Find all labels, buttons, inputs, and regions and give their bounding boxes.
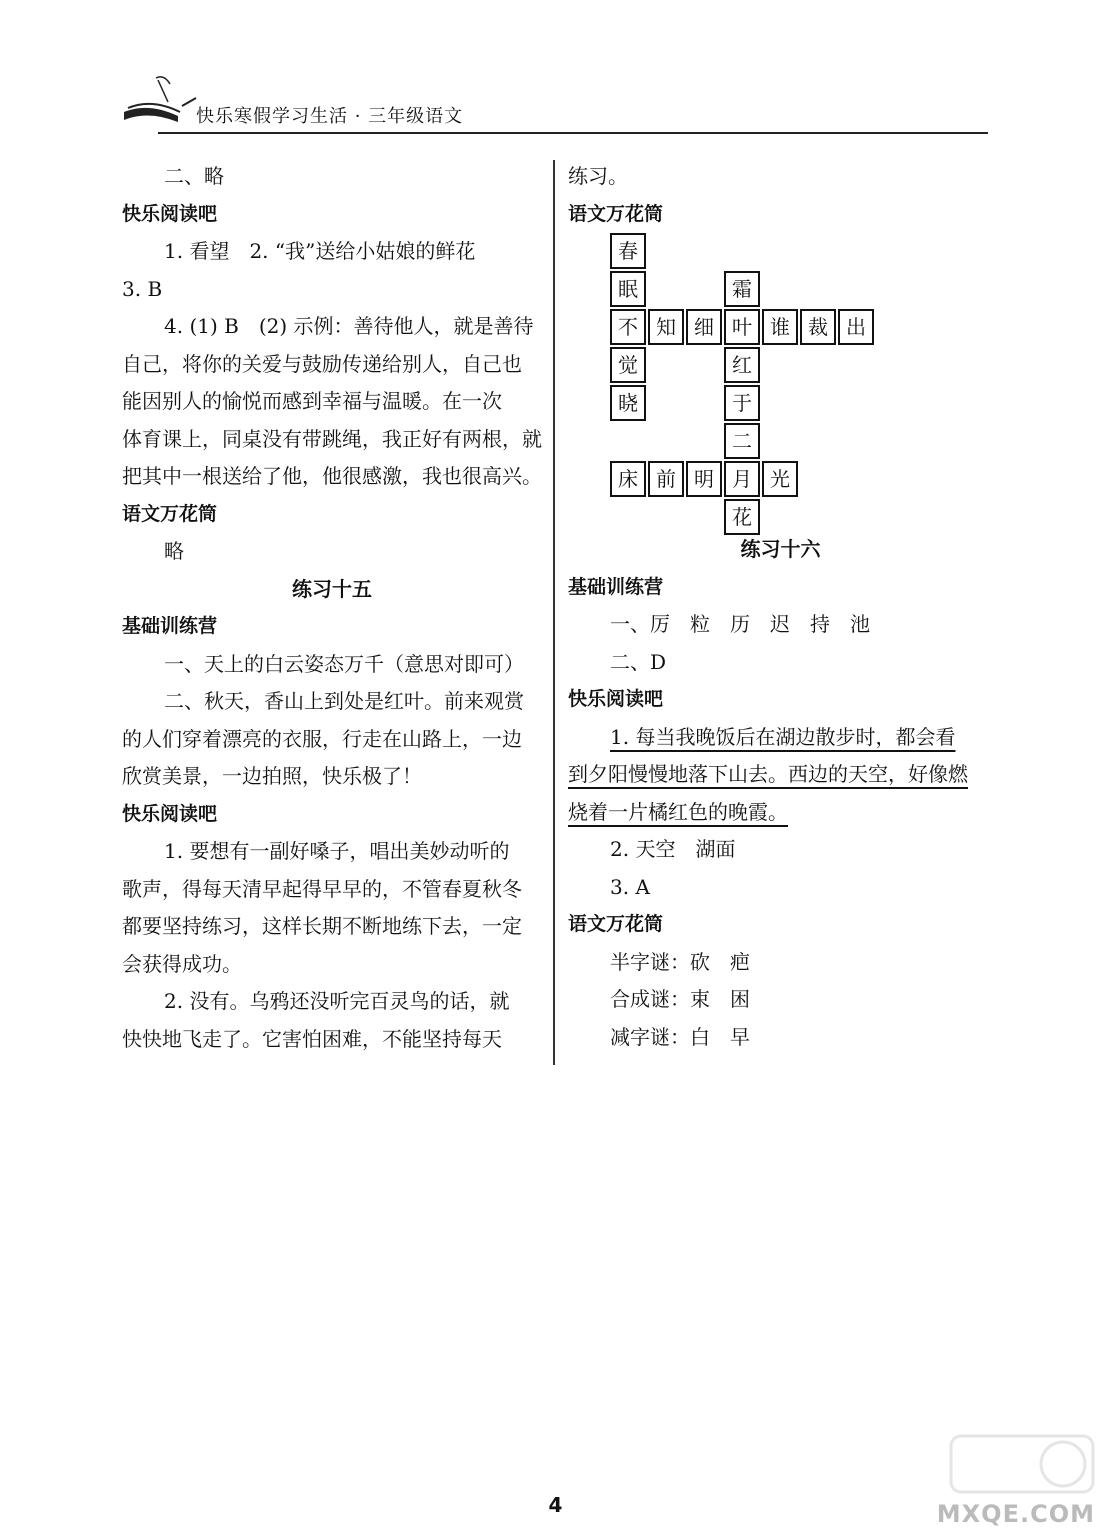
text-line: 能因别人的愉悦而感到幸福与温暖。在一次: [122, 389, 502, 413]
text-line: 二、D: [610, 649, 667, 674]
text-line: 练习。: [568, 164, 628, 188]
crossword-cell: 春: [610, 233, 646, 269]
crossword-cell: 叶: [724, 309, 760, 345]
text-line: 3. B: [122, 276, 163, 301]
crossword-cell: 光: [762, 461, 798, 497]
text-line: 减字谜：白 早: [610, 1024, 750, 1049]
text-line: 把其中一根送给了他，他很感激，我也很高兴。: [122, 464, 542, 488]
text-line: 2. 天空 湖面: [610, 837, 736, 861]
book-quill-icon: [118, 72, 198, 132]
page-header: [118, 72, 988, 138]
text-line: 4. (1) B (2) 示例：善待他人，就是善待: [164, 314, 534, 338]
text-line: 3. A: [610, 874, 650, 899]
text-line: 都要坚持练习，这样长期不断地练下去，一定: [122, 914, 522, 938]
crossword-grid: [568, 233, 993, 531]
section-heading: 快乐阅读吧: [122, 802, 218, 825]
text-line: 的人们穿着漂亮的衣服，行走在山路上，一边: [122, 726, 522, 751]
text-line: 2. 没有。乌鸦还没听完百灵鸟的话，就: [164, 989, 510, 1013]
section-heading: 基础训练营: [568, 575, 664, 598]
header-rule: [158, 132, 988, 134]
crossword-cell: 床: [610, 461, 646, 497]
right-column: [568, 158, 993, 1056]
crossword-cell: 细: [686, 309, 722, 345]
crossword-cell: 晓: [610, 385, 646, 421]
text-line: 一、厉 粒 历 迟 持 池: [610, 612, 870, 636]
column-divider: [553, 160, 555, 1065]
text-line: 自己，将你的关爱与鼓励传递给别人，自己也: [122, 351, 522, 376]
text-line: 欣赏美景，一边拍照，快乐极了！: [122, 764, 422, 788]
crossword-cell: 霜: [724, 271, 760, 307]
crossword-cell: 花: [724, 499, 760, 535]
text-line: 1. 每当我晚饭后在湖边散步时，都会看: [610, 724, 956, 749]
crossword-cell: 红: [724, 347, 760, 383]
crossword-cell: 月: [724, 461, 760, 497]
text-line: 烧着一片橘红色的晚霞。: [568, 799, 788, 824]
left-column: [122, 158, 542, 1058]
page-number: 4: [548, 1493, 563, 1517]
crossword-cell: 明: [686, 461, 722, 497]
crossword-cell: 不: [610, 309, 646, 345]
section-heading: 语文万花筒: [122, 502, 218, 525]
text-line: 二、略: [164, 164, 224, 188]
crossword-cell: 裁: [800, 309, 836, 345]
crossword-cell: 出: [838, 309, 874, 345]
section-heading: 语文万花筒: [568, 913, 664, 935]
book-title: 快乐寒假学习生活 · 三年级语文: [196, 106, 464, 127]
text-line: 到夕阳慢慢地落下山去。西边的天空，好像燃: [568, 762, 968, 786]
section-heading: 基础训练营: [122, 615, 218, 637]
section-heading: 快乐阅读吧: [568, 688, 664, 710]
text-line: 二、秋天，香山上到处是红叶。前来观赏: [164, 689, 524, 713]
text-line: 体育课上，同桌没有带跳绳，我正好有两根，就: [122, 426, 542, 451]
exercise-title: 练习十六: [740, 537, 821, 561]
text-line: 合成谜：束 困: [610, 987, 750, 1011]
crossword-cell: 谁: [762, 309, 798, 345]
section-heading: 语文万花筒: [568, 202, 664, 225]
text-line: 一、天上的白云姿态万千（意思对即可）: [164, 651, 524, 676]
right-top-text: [568, 158, 993, 233]
text-line: 会获得成功。: [122, 951, 242, 976]
text-line: 歌声，得每天清早起得早早的，不管春夏秋冬: [122, 876, 522, 901]
text-line: 快快地飞走了。它害怕困难，不能坚持每天: [122, 1026, 502, 1051]
text-line: 1. 要想有一副好嗓子，唱出美妙动听的: [164, 839, 510, 863]
section-heading: 快乐阅读吧: [122, 202, 218, 225]
crossword-cell: 眠: [610, 271, 646, 307]
watermark-text: MXQE.COM: [936, 1500, 1095, 1528]
crossword-cell: 前: [648, 461, 684, 497]
crossword-cell: 知: [648, 309, 684, 345]
text-line: 半字谜：砍 疤: [610, 949, 750, 974]
exercise-title: 练习十五: [292, 576, 372, 601]
crossword-cell: 二: [724, 423, 760, 459]
crossword-cell: 觉: [610, 347, 646, 383]
text-line: 略: [164, 539, 184, 563]
right-bottom-text: [568, 531, 993, 1056]
crossword-cell: 于: [724, 385, 760, 421]
text-line: 1. 看望 2. “我”送给小姑娘的鲜花: [164, 239, 476, 263]
